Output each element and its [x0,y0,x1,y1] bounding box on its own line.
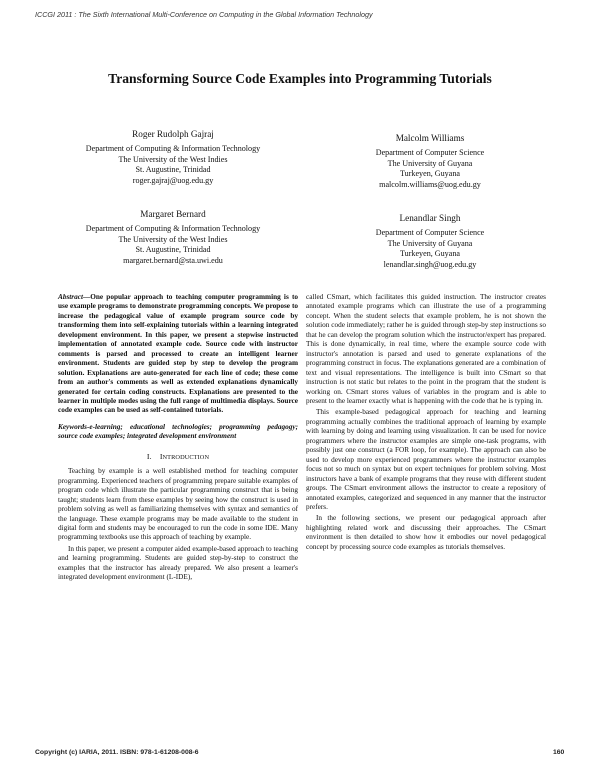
author-email: margaret.bernard@sta.uwi.edu [123,255,223,265]
keywords: Keywords-e-learning; educational technologies; programming pedagogy; source code examples; integrated development environment [58,422,298,441]
left-column [58,293,298,585]
section-number: I. [146,451,152,461]
author-city: Turkeyen, Guyana [400,169,460,179]
author-city: St. Augustine, Trinidad [135,165,211,175]
author-email: roger.gajraj@uog.edu.gy [132,175,214,185]
page-number: 160 [553,749,565,756]
author-dept: Department of Computing & Information Technology [85,224,261,233]
section-heading [58,452,298,462]
author-org: The University of the West Indies [118,154,228,164]
author-dept: Department of Computer Science [375,148,485,157]
author-org: The University of Guyana [387,238,473,248]
section-title-initial: I [159,451,163,461]
author-block-2 [330,131,530,190]
conference-header: ICCGI 2011 : The Sixth International Multi-Conference on Computing in the Global Information Technology [35,10,373,19]
paper-title: Transforming Source Code Examples into Programming Tutorials [108,71,492,86]
author-block-3 [58,207,288,266]
author-block-4 [330,211,530,270]
author-block-1 [58,127,288,186]
paragraph: Teaching by example is a well established method for teaching computer programming. Experienced teachers of programming prepare suitable examples of program code which illustrate the particular programming construct that is being taught; students learn from these examples by seeing how the construct is used in problem solving as well as familiarizing themselves with syntax and semantics of the language. These example programs may be made available to the student in digital form and students may be encouraged to run the code in some IDE. Many programming textbooks use this approach of teaching by example. [58,467,298,542]
author-name: Margaret Bernard [140,209,206,219]
right-column [306,293,546,554]
section-title-rest: NTRODUCTION [162,453,210,461]
author-name: Roger Rudolph Gajraj [132,129,214,139]
abstract-label: Abstract [58,293,83,301]
paragraph: called CSmart, which facilitates this guided instruction. The instructor creates annotated example programs which can illustrate the use of a programming concept. When the student selects that example problem, he is not shown the solution code immediately; rather he is guided through step-by step instructions so that he can develop the program solution which the instructor/expert has prepared. This is done dynamically, in real time, where the example source code with instructor's annotation is parsed and used to generate explanations of the programming construct in focus. The explanations generated are a combination of text and visual representations. The intelligence is built into CSmart so that instruction is not static but relates to the point in the program that the student is working on. CSmart stores values of variables in the program and is able to present to the learner exactly what is happening with the code that he is typing in. [306,293,546,405]
paragraph: In this paper, we present a computer aided example-based approach to teaching and learning programming. Students are guided step-by-step to construct the examples that the instructor has already prepared. We also present a learner's integrated development environment (L-IDE), [58,544,299,582]
author-email: lenandlar.singh@uog.edu.gy [383,259,477,269]
author-org: The University of the West Indies [118,234,228,244]
footer-copyright: Copyright (c) IARIA, 2011. ISBN: 978-1-61208-008-6 [35,749,199,756]
author-email: malcolm.williams@uog.edu.gy [379,179,481,189]
author-city: St. Augustine, Trinidad [135,245,211,255]
abstract [58,293,298,416]
paragraph: In the following sections, we present our pedagogical approach after highlighting related work and discussing their approaches. The CSmart environment is then detailed to show how it embodies our novel pedagogical concept by processing source code examples as tutorials themselves. [306,514,546,551]
paragraph: This example-based pedagogical approach for teaching and learning programming actually combines the traditional approach of learning by example with learning by doing and learning using visualization. It can be used for novice programmers where the instructor examples are simple one-task programs, with possibly just one construct (a FOR loop, for example). The approach can also be used to develop more experienced programmers where the instructor examples focus not so much on syntax but on expert techniques for problem solving. Most instructors have a bank of example programs that they reuse with different student groups. The CSmart environment allows the instructor to create a repository of annotated examples, categorized and sequenced in any manner that the instructor prefers. [306,408,546,511]
author-org: The University of Guyana [387,158,473,168]
author-dept: Department of Computing & Information Technology [85,144,261,153]
abstract-text: —One popular approach to teaching computer programming is to use example programs to demonstrate programming concepts. We propose to increase the pedagogical value of example program source code by transforming them into self-explaining tutorials within a learning integrated development environment. In this paper, we present a stepwise instructed implementation of annotated example code. Source code with instructor comments is parsed and processed to create an intelligent learner environment. Students are guided step by step to develop the program solution. Explanations are auto-generated for each line of code; these come from an author's comments as well as extended explanations dynamically generated for certain coding constructs. Explanations are presented to the learner in multiple modes using the full range of multimedia displays. Source code examples can be used as self-contained tutorials. [58,293,298,415]
author-dept: Department of Computer Science [375,228,485,237]
author-name: Malcolm Williams [395,133,465,143]
author-city: Turkeyen, Guyana [400,249,460,259]
author-name: Lenandlar Singh [399,213,461,223]
